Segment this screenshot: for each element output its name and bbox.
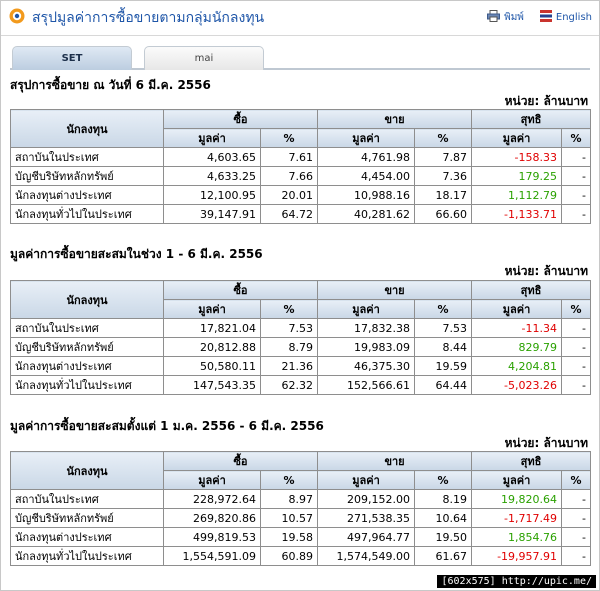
sell-pct: 61.67 bbox=[415, 547, 472, 566]
buy-pct: 20.01 bbox=[261, 186, 318, 205]
net-header: สุทธิ bbox=[472, 452, 591, 471]
net-value: 1,112.79 bbox=[472, 186, 562, 205]
buy-value: 20,812.88 bbox=[164, 338, 261, 357]
net-value-header: มูลค่า bbox=[472, 129, 562, 148]
net-pct: - bbox=[562, 490, 591, 509]
buy-value: 50,580.11 bbox=[164, 357, 261, 376]
buy-value: 499,819.53 bbox=[164, 528, 261, 547]
net-value-header: มูลค่า bbox=[472, 300, 562, 319]
net-value: -5,023.26 bbox=[472, 376, 562, 395]
market-tabs bbox=[10, 46, 590, 70]
buy-pct-header: % bbox=[261, 129, 318, 148]
investor-name: นักลงทุนต่างประเทศ bbox=[11, 186, 164, 205]
table-row bbox=[11, 547, 591, 566]
table-row bbox=[11, 376, 591, 395]
net-pct: - bbox=[562, 205, 591, 224]
buy-value-header: มูลค่า bbox=[164, 129, 261, 148]
net-pct: - bbox=[562, 376, 591, 395]
net-value: 19,820.64 bbox=[472, 490, 562, 509]
buy-header: ซื้อ bbox=[164, 110, 318, 129]
investor-name: สถาบันในประเทศ bbox=[11, 319, 164, 338]
buy-pct: 10.57 bbox=[261, 509, 318, 528]
sell-value: 1,574,549.00 bbox=[318, 547, 415, 566]
header-tools bbox=[487, 10, 592, 25]
buy-pct: 8.79 bbox=[261, 338, 318, 357]
buy-value: 228,972.64 bbox=[164, 490, 261, 509]
buy-pct: 19.58 bbox=[261, 528, 318, 547]
sell-header: ขาย bbox=[318, 281, 472, 300]
net-header: สุทธิ bbox=[472, 281, 591, 300]
sell-value: 46,375.30 bbox=[318, 357, 415, 376]
tab-mai[interactable]: mai bbox=[144, 46, 264, 70]
sell-pct-header: % bbox=[415, 471, 472, 490]
sell-pct: 8.44 bbox=[415, 338, 472, 357]
image-host-footer: [602x575] http://upic.me/ bbox=[437, 575, 596, 588]
sell-pct: 66.60 bbox=[415, 205, 472, 224]
buy-value: 4,633.25 bbox=[164, 167, 261, 186]
net-pct: - bbox=[562, 509, 591, 528]
sell-pct: 19.59 bbox=[415, 357, 472, 376]
sell-value-header: มูลค่า bbox=[318, 300, 415, 319]
sell-value: 17,832.38 bbox=[318, 319, 415, 338]
table-row bbox=[11, 490, 591, 509]
investor-name: สถาบันในประเทศ bbox=[11, 148, 164, 167]
net-pct: - bbox=[562, 186, 591, 205]
net-pct-header: % bbox=[562, 471, 591, 490]
table-row bbox=[11, 167, 591, 186]
investor-name: นักลงทุนทั่วไปในประเทศ bbox=[11, 376, 164, 395]
net-value: 4,204.81 bbox=[472, 357, 562, 376]
table-row bbox=[11, 148, 591, 167]
buy-pct: 60.89 bbox=[261, 547, 318, 566]
net-value: -19,957.91 bbox=[472, 547, 562, 566]
sell-pct: 8.19 bbox=[415, 490, 472, 509]
group-logo-icon bbox=[9, 8, 25, 24]
unit-label: หน่วย: ล้านบาท bbox=[504, 264, 588, 278]
table-row bbox=[11, 357, 591, 376]
sell-pct: 7.36 bbox=[415, 167, 472, 186]
table-row bbox=[11, 528, 591, 547]
net-value: -158.33 bbox=[472, 148, 562, 167]
buy-value: 1,554,591.09 bbox=[164, 547, 261, 566]
sell-value: 40,281.62 bbox=[318, 205, 415, 224]
net-header: สุทธิ bbox=[472, 110, 591, 129]
sell-pct: 64.44 bbox=[415, 376, 472, 395]
table-row bbox=[11, 186, 591, 205]
net-value: -1,717.49 bbox=[472, 509, 562, 528]
net-pct: - bbox=[562, 338, 591, 357]
investor-name: บัญชีบริษัทหลักทรัพย์ bbox=[11, 509, 164, 528]
net-pct: - bbox=[562, 319, 591, 338]
sell-header: ขาย bbox=[318, 452, 472, 471]
investor-name: บัญชีบริษัทหลักทรัพย์ bbox=[11, 338, 164, 357]
page-title: สรุปมูลค่าการซื้อขายตามกลุ่มนักลงทุน bbox=[32, 10, 265, 26]
sell-value: 19,983.09 bbox=[318, 338, 415, 357]
investor-header: นักลงทุน bbox=[11, 281, 164, 319]
buy-value: 4,603.65 bbox=[164, 148, 261, 167]
buy-value: 147,543.35 bbox=[164, 376, 261, 395]
investor-summary-table bbox=[10, 280, 591, 395]
language-icon[interactable] bbox=[540, 10, 552, 25]
unit-label: หน่วย: ล้านบาท bbox=[504, 436, 588, 450]
buy-pct-header: % bbox=[261, 471, 318, 490]
sell-pct-header: % bbox=[415, 300, 472, 319]
buy-pct: 64.72 bbox=[261, 205, 318, 224]
sell-pct: 7.53 bbox=[415, 319, 472, 338]
tab-set[interactable]: SET bbox=[12, 46, 132, 70]
net-value: 829.79 bbox=[472, 338, 562, 357]
net-value: 1,854.76 bbox=[472, 528, 562, 547]
section-title: มูลค่าการซื้อขายสะสมตั้งแต่ 1 ม.ค. 2556 - 6 มี.ค. 2556 bbox=[10, 419, 324, 433]
buy-value: 269,820.86 bbox=[164, 509, 261, 528]
table-row bbox=[11, 205, 591, 224]
sell-pct: 19.50 bbox=[415, 528, 472, 547]
table-row bbox=[11, 509, 591, 528]
sell-pct-header: % bbox=[415, 129, 472, 148]
investor-name: นักลงทุนต่างประเทศ bbox=[11, 528, 164, 547]
buy-pct: 7.66 bbox=[261, 167, 318, 186]
investor-name: บัญชีบริษัทหลักทรัพย์ bbox=[11, 167, 164, 186]
investor-name: นักลงทุนต่างประเทศ bbox=[11, 357, 164, 376]
table-row bbox=[11, 338, 591, 357]
sell-value: 10,988.16 bbox=[318, 186, 415, 205]
buy-pct: 7.53 bbox=[261, 319, 318, 338]
buy-value: 39,147.91 bbox=[164, 205, 261, 224]
buy-pct: 21.36 bbox=[261, 357, 318, 376]
sell-value: 271,538.35 bbox=[318, 509, 415, 528]
net-value: -1,133.71 bbox=[472, 205, 562, 224]
print-icon[interactable] bbox=[487, 10, 500, 25]
sell-value: 4,454.00 bbox=[318, 167, 415, 186]
buy-value-header: มูลค่า bbox=[164, 471, 261, 490]
buy-value: 12,100.95 bbox=[164, 186, 261, 205]
investor-name: นักลงทุนทั่วไปในประเทศ bbox=[11, 547, 164, 566]
net-value-header: มูลค่า bbox=[472, 471, 562, 490]
table-row bbox=[11, 319, 591, 338]
investor-name: สถาบันในประเทศ bbox=[11, 490, 164, 509]
section-title: สรุปการซื้อขาย ณ วันที่ 6 มี.ค. 2556 bbox=[10, 78, 211, 92]
net-pct-header: % bbox=[562, 129, 591, 148]
sell-pct: 7.87 bbox=[415, 148, 472, 167]
sell-value: 497,964.77 bbox=[318, 528, 415, 547]
net-value: -11.34 bbox=[472, 319, 562, 338]
buy-pct: 8.97 bbox=[261, 490, 318, 509]
net-pct: - bbox=[562, 148, 591, 167]
investor-name: นักลงทุนทั่วไปในประเทศ bbox=[11, 205, 164, 224]
page-header bbox=[0, 0, 600, 36]
sell-value: 209,152.00 bbox=[318, 490, 415, 509]
investor-header: นักลงทุน bbox=[11, 110, 164, 148]
buy-value: 17,821.04 bbox=[164, 319, 261, 338]
sell-header: ขาย bbox=[318, 110, 472, 129]
print-link[interactable]: พิมพ์ bbox=[504, 12, 524, 23]
sell-pct: 18.17 bbox=[415, 186, 472, 205]
section-title: มูลค่าการซื้อขายสะสมในช่วง 1 - 6 มี.ค. 2556 bbox=[10, 247, 263, 261]
net-pct: - bbox=[562, 357, 591, 376]
buy-value-header: มูลค่า bbox=[164, 300, 261, 319]
net-value: 179.25 bbox=[472, 167, 562, 186]
sell-value-header: มูลค่า bbox=[318, 471, 415, 490]
buy-pct: 62.32 bbox=[261, 376, 318, 395]
net-pct: - bbox=[562, 547, 591, 566]
sell-pct: 10.64 bbox=[415, 509, 472, 528]
investor-header: นักลงทุน bbox=[11, 452, 164, 490]
buy-header: ซื้อ bbox=[164, 452, 318, 471]
net-pct: - bbox=[562, 167, 591, 186]
unit-label: หน่วย: ล้านบาท bbox=[504, 94, 588, 108]
investor-summary-table bbox=[10, 109, 591, 224]
investor-summary-table bbox=[10, 451, 591, 566]
english-link[interactable]: English bbox=[555, 12, 592, 23]
sell-value: 4,761.98 bbox=[318, 148, 415, 167]
buy-pct: 7.61 bbox=[261, 148, 318, 167]
net-pct: - bbox=[562, 528, 591, 547]
sell-value-header: มูลค่า bbox=[318, 129, 415, 148]
sell-value: 152,566.61 bbox=[318, 376, 415, 395]
net-pct-header: % bbox=[562, 300, 591, 319]
buy-header: ซื้อ bbox=[164, 281, 318, 300]
buy-pct-header: % bbox=[261, 300, 318, 319]
